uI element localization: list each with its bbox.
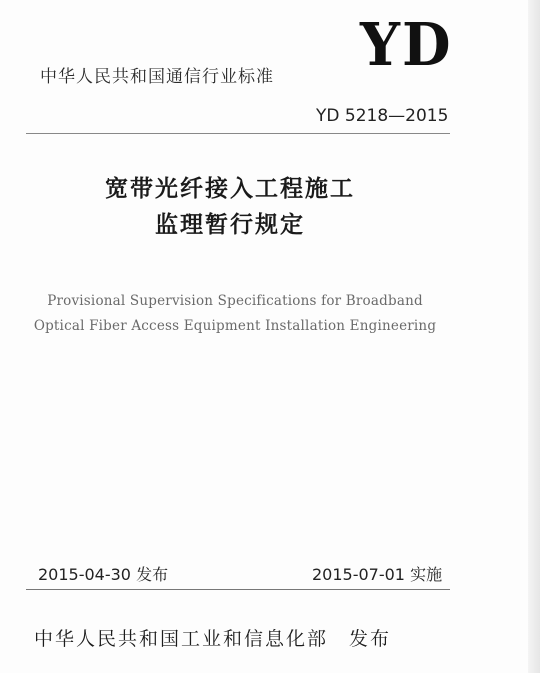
bottom-divider [26, 589, 450, 590]
title-en-line1: Provisional Supervision Specifications for Broadband [47, 293, 423, 309]
top-divider [26, 133, 450, 134]
title-cn-line1: 宽带光纤接入工程施工 [105, 175, 355, 202]
standard-number: YD 5218—2015 [316, 106, 449, 126]
title-cn-line2: 监理暂行规定 [155, 211, 305, 238]
implementation-date: 2015-07-01 实施 [312, 565, 443, 584]
page-edge-shadow [528, 0, 540, 673]
publisher: 中华人民共和国工业和信息化部 发布 [34, 628, 392, 650]
issue-date: 2015-04-30 发布 [38, 565, 169, 584]
title-en-line2: Optical Fiber Access Equipment Installation Engineering [33, 318, 437, 334]
standard-category: 中华人民共和国通信行业标准 [40, 67, 274, 87]
yd-logo: YD [360, 10, 453, 80]
